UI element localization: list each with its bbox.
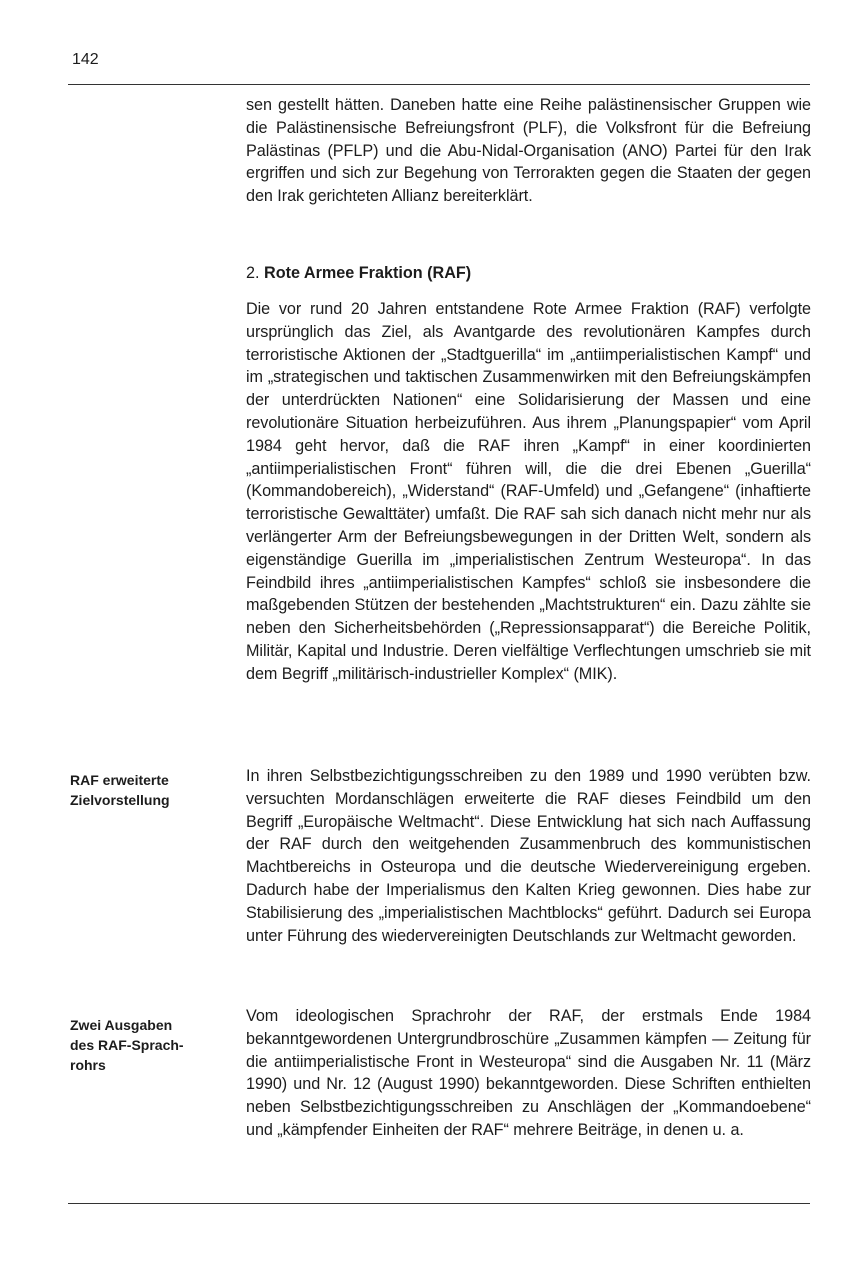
- header-rule: [68, 84, 810, 85]
- margin-note-sprachrohr: [70, 1015, 220, 1075]
- paragraph-continuation: sen gestellt hätten. Daneben hatte eine Reihe palästinensischer Gruppen wie die Palästinensische Befreiungsfront (PLF), die Volksfront für die Befreiung Palästinas (PFLP) und die Abu-Nidal-Organisation (ANO) Partei für den Irak ergriffen und sich zur Begehung von Terrorakten gegen die Staaten der gegen den Irak gerichteten Allianz bereiterklärt.: [246, 96, 811, 206]
- margin-note-line: Zwei Ausgaben: [70, 1017, 173, 1033]
- margin-note-line: rohrs: [70, 1057, 106, 1073]
- section-number: 2.: [246, 264, 260, 282]
- margin-note-line: RAF erweiterte: [70, 772, 169, 788]
- paragraph-feindbild: In ihren Selbstbezichtigungsschreiben zu den 1989 und 1990 verübten bzw. versuchten Mordanschlägen erweiterte die RAF dieses Feindbild um den Begriff „Europäische Weltmacht“. Diese Entwicklung hat sich nach Auffassung der RAF durch den weitgehenden Zusammenbruch des kommunistischen Machtbereichs in Osteuropa und die deutsche Wiedervereinigung ergeben. Dadurch habe der Imperialismus den Kalten Krieg gewonnen. Dies habe zur Stabilisierung des „imperialistischen Machtblocks“ geführt. Dadurch sei Europa unter Führung des wiedervereinigten Deutschlands zur Weltmacht geworden.: [246, 767, 811, 945]
- section-heading: [246, 262, 471, 284]
- margin-note-zielvorstellung: [70, 770, 220, 810]
- paragraph-raf-intro: Die vor rund 20 Jahren entstandene Rote Armee Fraktion (RAF) verfolgte ursprünglich das Ziel, als Avantgarde des revolutionären Kampfes durch terroristische Aktionen der „Stadtguerilla“ im „antiimperialistischen Kampf“ und im „strategischen und taktischen Zusammenwirken mit den Befreiungskämpfen der unterdrückten Nationen“ eine Solidarisierung der Massen und eine revolutionäre Situation herbeizuführen. Aus ihrem „Planungspapier“ vom April 1984 geht hervor, daß die RAF ihren „Kampf“ in einer koordinierten „antiimperialistischen Front“ führen will, die die drei Ebenen „Guerilla“ (Kommandobereich), „Widerstand“ (RAF-Umfeld) und „Gefangene“ (inhaftierte terroristische Gewalttäter) umfaßt. Die RAF sah sich danach nicht mehr nur als verlängerter Arm der Befreiungsbewegungen in der Dritten Welt, sondern als eigenständige Guerilla im „imperialistischen Zentrum Westeuropa“. In das Feindbild ihres „antiimperialistischen Kampfes“ schloß sie insbesondere die maßgebenden Stützen der bestehenden „Machtstrukturen“ ein. Dazu zählte sie neben den Sicherheitsbehörden („Repressionsapparat“) die Bereiche Politik, Militär, Kapital und Industrie. Deren vielfältige Verflechtungen umschrieb sie mit dem Begriff „militärisch-industrieller Komplex“ (MIK).: [246, 300, 811, 683]
- paragraph-sprachrohr: Vom ideologischen Sprachrohr der RAF, der erstmals Ende 1984 bekanntgewordenen Untergrundbroschüre „Zusammen kämpfen — Zeitung für die antiimperialistische Front in Westeuropa“ sind die Ausgaben Nr. 11 (März 1990) und Nr. 12 (August 1990) bekanntgeworden. Diese Schriften enthielten neben Selbstbezichtigungsschreiben zu Anschlägen der „Kommandoebene“ und „kämpfender Einheiten der RAF“ mehrere Beiträge, in denen u. a.: [246, 1007, 811, 1139]
- margin-note-line: des RAF-Sprach-: [70, 1037, 184, 1053]
- footer-rule: [68, 1203, 810, 1204]
- margin-note-line: Zielvorstellung: [70, 792, 170, 808]
- page-number: 142: [72, 51, 99, 68]
- section-title: Rote Armee Fraktion (RAF): [264, 264, 472, 282]
